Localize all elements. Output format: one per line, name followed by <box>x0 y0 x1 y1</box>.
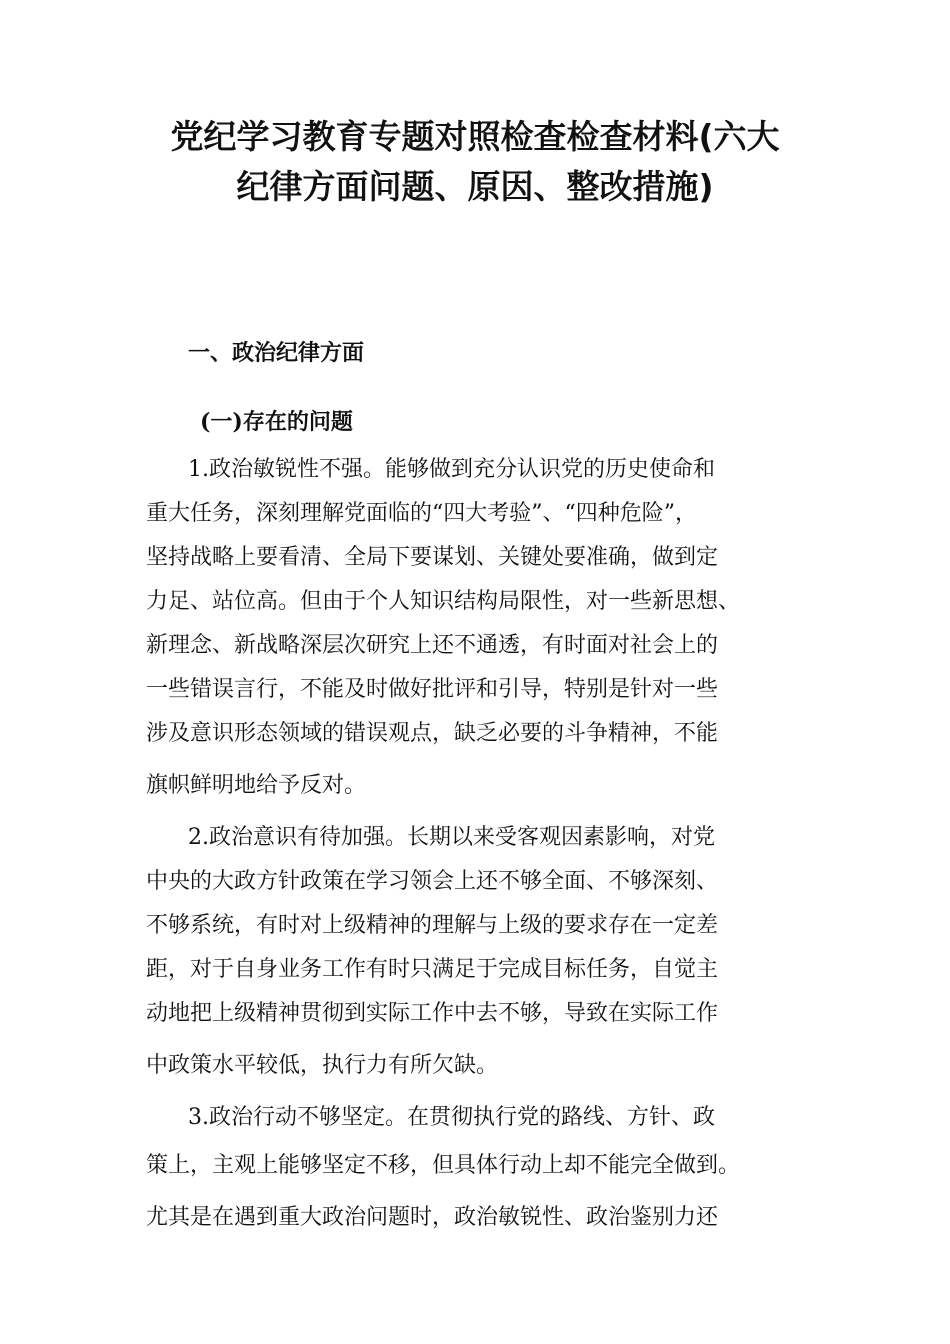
paragraph-2-line: 动地把上级精神贯彻到实际工作中去不够，导致在实际工作 <box>146 1001 719 1026</box>
paragraph-1-line: 一些错误言行，不能及时做好批评和引导，特别是针对一些 <box>146 677 719 702</box>
section-heading-political-discipline: 一、政治纪律方面 <box>188 341 365 366</box>
paragraph-2-line: 距，对于自身业务工作有时只满足于完成目标任务，自觉主 <box>146 957 719 982</box>
paragraph-2-line: 2.政治意识有待加强。长期以来受客观因素影响，对党 <box>188 825 715 850</box>
paragraph-2-line: 中央的大政方针政策在学习领会上还不够全面、不够深刻、 <box>146 869 719 894</box>
paragraph-3-line: 3.政治行动不够坚定。在贯彻执行党的路线、方针、政 <box>188 1105 715 1130</box>
paragraph-1-line: 力足、站位高。但由于个人知识结构局限性，对一些新思想、 <box>146 589 741 614</box>
subsection-heading-existing-problems: (一)存在的问题 <box>200 409 353 435</box>
paragraph-2-line: 中政策水平较低，执行力有所欠缺。 <box>146 1053 499 1078</box>
paragraph-1-line: 旗帜鲜明地给予反对。 <box>146 773 367 798</box>
paragraph-3-line: 策上，主观上能够坚定不移，但具体行动上却不能完全做到。 <box>146 1153 741 1178</box>
paragraph-1-line: 坚持战略上要看清、全局下要谋划、关键处要准确，做到定 <box>146 545 719 570</box>
paragraph-1-line: 1.政治敏锐性不强。能够做到充分认识党的历史使命和 <box>188 457 715 482</box>
paragraph-1-line: 重大任务，深刻理解党面临的“四大考验”、“四种危险”， <box>146 501 697 526</box>
document-title-line-2: 纪律方面问题、原因、整改措施) <box>236 167 714 206</box>
document-title-line-1: 党纪学习教育专题对照检查检查材料(六大 <box>170 117 780 156</box>
paragraph-2-line: 不够系统，有时对上级精神的理解与上级的要求存在一定差 <box>146 913 719 938</box>
paragraph-3-line: 尤其是在遇到重大政治问题时，政治敏锐性、政治鉴别力还 <box>146 1205 719 1230</box>
paragraph-1-line: 涉及意识形态领域的错误观点，缺乏必要的斗争精神，不能 <box>146 721 719 746</box>
paragraph-1-line: 新理念、新战略深层次研究上还不通透，有时面对社会上的 <box>146 633 719 658</box>
